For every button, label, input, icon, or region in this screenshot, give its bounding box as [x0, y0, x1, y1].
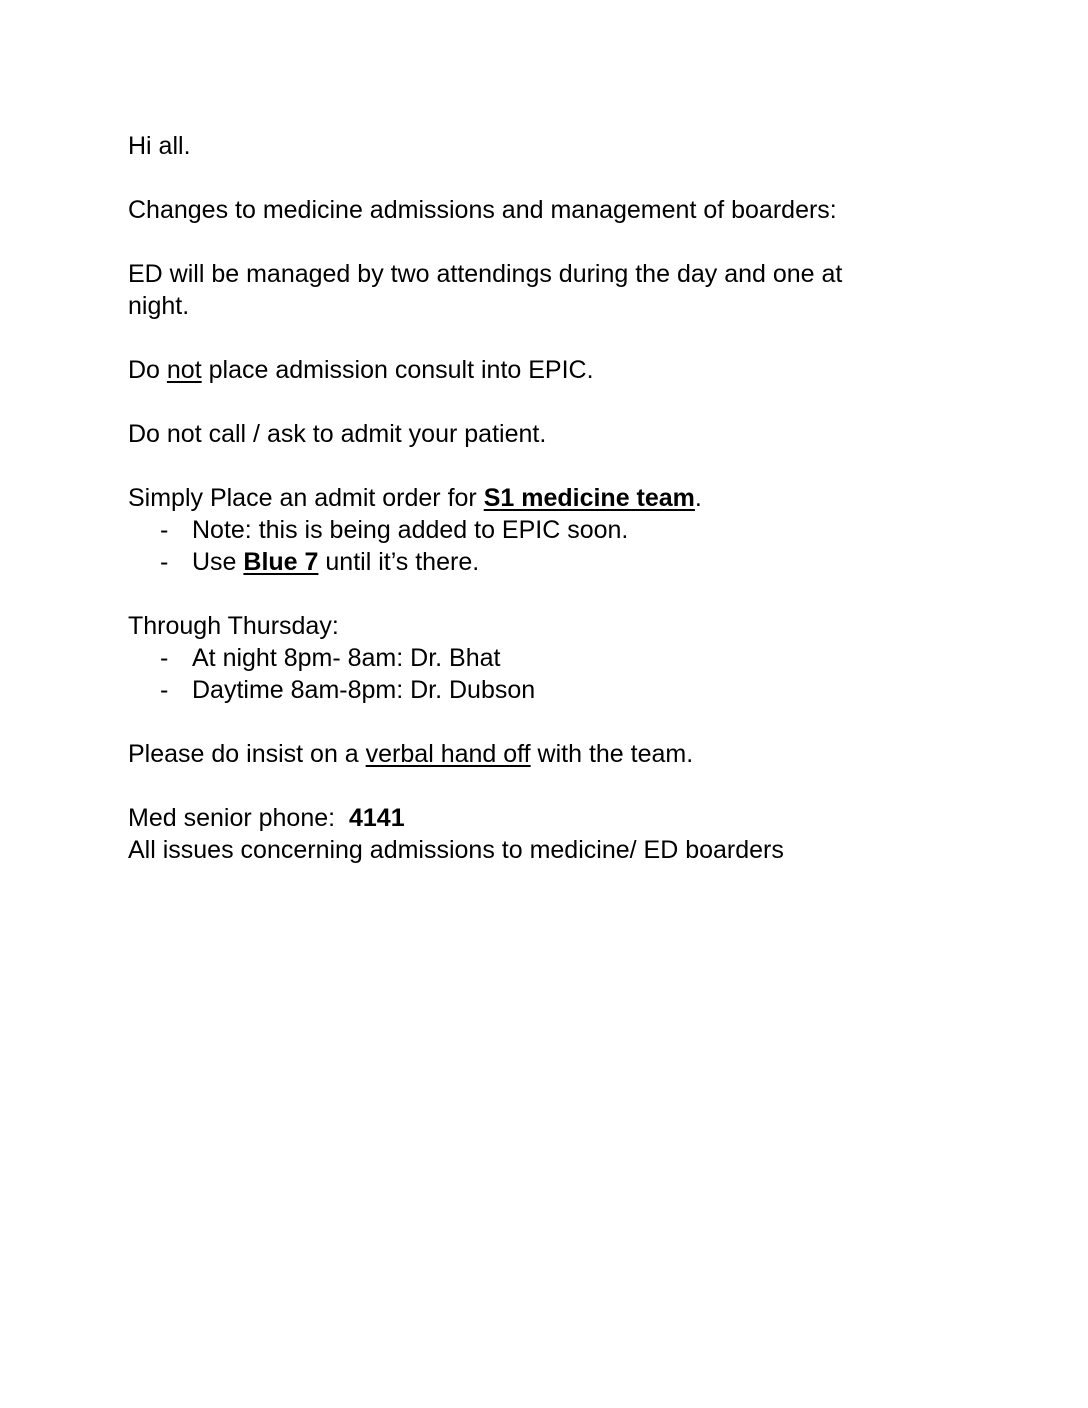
schedule-day: Daytime 8am-8pm: Dr. Dubson [192, 676, 536, 704]
phone-line [128, 802, 405, 834]
bullet-use-blue-7 [192, 546, 479, 578]
do-not-place-suffix: place admission consult into EPIC. [201, 356, 594, 384]
do-not-place-prefix: Do [128, 356, 167, 384]
through-thursday-heading: Through Thursday: [128, 612, 339, 640]
phone-label: Med senior phone: [128, 804, 349, 832]
admit-order-suffix: . [694, 484, 702, 512]
handoff-prefix: Please do insist on a [128, 740, 366, 768]
bullet-dash: - [160, 644, 169, 672]
admit-order-prefix: Simply Place an admit order for [128, 484, 484, 512]
greeting: Hi all. [128, 132, 191, 160]
bullet-note: Note: this is being added to EPIC soon. [192, 516, 629, 544]
intro-line: Changes to medicine admissions and management of boarders: [128, 196, 837, 224]
handoff-suffix: with the team. [530, 740, 694, 768]
do-not-place-line [128, 354, 594, 386]
handoff-line [128, 738, 693, 770]
do-not-place-emphasis: not [166, 356, 202, 384]
schedule-night: At night 8pm- 8am: Dr. Bhat [192, 644, 501, 672]
issues-line: All issues concerning admissions to medicine/ ED boarders [128, 836, 784, 864]
admit-order-team: S1 medicine team [483, 484, 695, 512]
use-prefix: Use [192, 548, 244, 576]
bullet-dash: - [160, 516, 169, 544]
handoff-emphasis: verbal hand off [365, 740, 531, 768]
ed-line-2: night. [128, 292, 190, 320]
bullet-dash: - [160, 676, 169, 704]
use-team: Blue 7 [243, 548, 319, 576]
use-suffix: until it’s there. [318, 548, 480, 576]
ed-line-1: ED will be managed by two attendings during the day and one at [128, 260, 843, 288]
phone-number: 4141 [348, 804, 405, 832]
admit-order-line [128, 482, 702, 514]
do-not-call-line: Do not call / ask to admit your patient. [128, 420, 547, 448]
bullet-dash: - [160, 548, 169, 576]
